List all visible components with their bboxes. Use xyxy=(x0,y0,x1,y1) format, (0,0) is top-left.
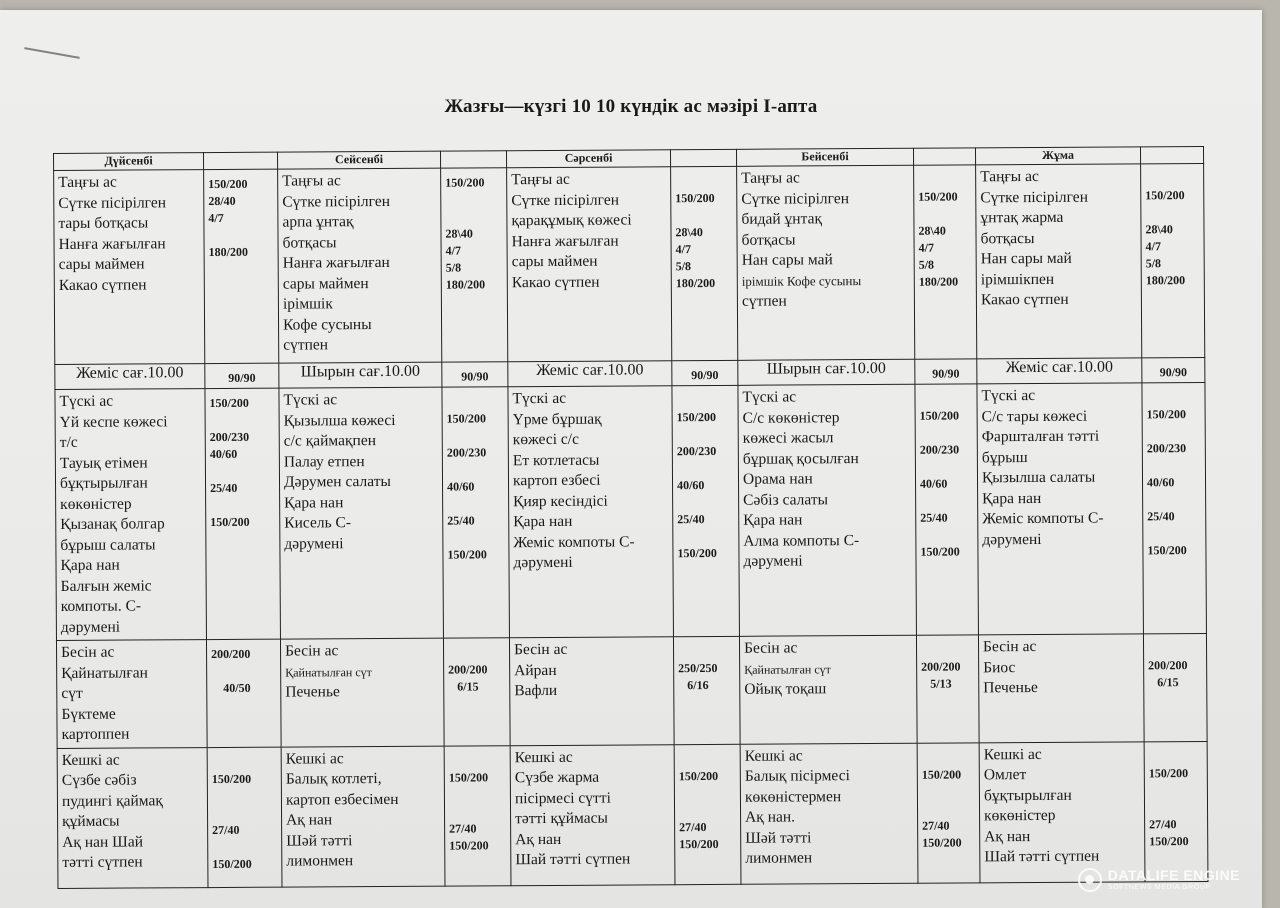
dish-line: Сүтке пісірілген xyxy=(282,192,391,211)
dish-line: Шай тәтті сүтпен xyxy=(984,847,1100,866)
lunch-portion-3: 150/200 200/230 40/60 25/40 150/200 xyxy=(672,385,740,636)
dish-line: пісірмесі сүтті xyxy=(514,789,611,807)
snack-portion-5: 90/90 xyxy=(1142,357,1205,382)
dish-line: сары маймен xyxy=(511,252,598,271)
dish-line: ұнтақ жарма xyxy=(980,208,1064,227)
dish-line: Бесін ас xyxy=(284,642,339,660)
snack-dishes-4 xyxy=(738,359,915,385)
dish-line: бұршақ қосылған xyxy=(742,449,859,468)
dish-line: Түскі ас xyxy=(59,392,114,410)
dish-line: картоп езбесі xyxy=(512,471,601,490)
dish-line: көкөністермен xyxy=(744,787,842,806)
dish-line: Түскі ас xyxy=(512,389,567,408)
dish-line: Фаршталған тәтті xyxy=(981,427,1100,446)
watermark: DATALIFE ENGINE SOFTNEWS MEDIA GROUP xyxy=(1078,868,1240,892)
dish-line: С/с тары көжесі xyxy=(981,407,1088,425)
dish-line: Сүзбе жарма xyxy=(514,768,600,787)
dish-line: дәрумені xyxy=(60,618,121,636)
dish-line: Ойық тоқаш xyxy=(744,680,827,698)
dish-line: бидай ұнтақ xyxy=(741,210,823,228)
dish-line: Қайнатылған xyxy=(61,663,148,682)
dish-line: Сүтке пісірілген xyxy=(741,189,850,208)
day-header-wednesday: Сәрсенбі xyxy=(506,150,670,168)
dish-line: Бүктеме xyxy=(61,705,116,723)
breakfast-dishes-1 xyxy=(54,170,205,365)
dish-line: Түскі ас xyxy=(981,387,1036,405)
lunch-portion-4: 150/200 200/230 40/60 25/40 150/200 xyxy=(915,384,979,635)
dish-line: Бесін ас xyxy=(513,640,568,659)
snack-portion-4: 90/90 xyxy=(915,359,977,384)
afternoon-portion-5: 200/200 6/15 xyxy=(1143,633,1207,741)
dinner-dishes-5 xyxy=(979,741,1145,882)
dish-line: Бесін ас xyxy=(743,639,798,657)
dish-line: Какао сүтпен xyxy=(980,290,1069,309)
dish-line: Ақ нан. xyxy=(745,808,796,826)
dish-line: көжесі с/с xyxy=(512,430,579,449)
dish-line: сүтпен xyxy=(741,292,787,310)
dish-line: дәрумені xyxy=(743,552,803,570)
dish-line: бұқтырылған xyxy=(983,786,1072,804)
dish-line: Шай тәтті сүтпен xyxy=(515,850,631,869)
dish-line: Сүзбе сәбіз xyxy=(61,771,137,789)
snack-dishes-2 xyxy=(279,362,442,388)
afternoon-dishes-3 xyxy=(509,637,674,745)
dish-line: картоппен xyxy=(61,725,130,743)
dish-line: Кешкі ас xyxy=(61,751,120,769)
dinner-row xyxy=(57,741,1208,888)
dinner-portion-3: 150/200 27/40 150/200 xyxy=(674,744,741,884)
dish-line: Орама нан xyxy=(742,470,813,488)
dish-line: Қызылша көжесі xyxy=(283,411,396,430)
dinner-portion-4: 150/200 27/40 150/200 xyxy=(917,742,980,882)
dish-line: көкөністер xyxy=(60,495,132,513)
dish-line: Нанға жағылған xyxy=(282,253,390,272)
snack-portion-3: 90/90 xyxy=(672,360,738,385)
dish-line: Сүтке пісірілген xyxy=(58,193,167,212)
dish-line: Печенье xyxy=(285,683,340,701)
dinner-portion-2: 150/200 27/40 150/200 xyxy=(444,745,511,885)
dish-line: лимонмен xyxy=(286,852,354,870)
dish-line: Омлет xyxy=(983,766,1027,784)
dish-line: Шырын сағ.10.00 xyxy=(300,362,420,381)
dish-line: Ет котлетасы xyxy=(512,451,600,469)
dish-line: С/с көкөністер xyxy=(742,408,840,427)
dish-line: Үй кеспе көжесі xyxy=(59,412,168,431)
afternoon-dishes-2 xyxy=(280,638,444,746)
dish-line: ботқасы xyxy=(282,233,337,252)
lunch-dishes-3 xyxy=(508,386,674,638)
day-header-friday: Жұма xyxy=(975,147,1140,165)
snack-dishes-5 xyxy=(977,358,1142,384)
snack-dishes-3 xyxy=(508,361,672,387)
dish-line: Балық пісірмесі xyxy=(744,767,850,785)
dish-line: Кешкі ас xyxy=(983,745,1042,763)
dish-line: пудингі қаймақ xyxy=(61,791,163,810)
dinner-dishes-1 xyxy=(57,747,208,888)
dish-line: сары маймен xyxy=(282,274,369,293)
dish-line: ірімшік Кофе сусыны xyxy=(741,272,862,289)
dish-line: Жеміс сағ.10.00 xyxy=(536,361,644,380)
dish-line: арпа ұнтақ xyxy=(282,213,354,231)
dish-line: Жеміс компоты С- xyxy=(982,509,1104,528)
dish-line: дәрумені xyxy=(284,534,344,553)
dish-line: дәрумені xyxy=(982,530,1042,548)
dish-line: Бесін ас xyxy=(982,638,1037,656)
dish-line: тәтті сүтпен xyxy=(62,853,143,871)
dish-line: Нанға жағылған xyxy=(58,234,166,253)
dish-line: Кешкі ас xyxy=(514,748,573,766)
dish-line: т/с xyxy=(59,433,78,451)
dish-line: Вафли xyxy=(514,681,558,700)
dish-line: Таңғы ас xyxy=(58,173,117,191)
dish-line: Үрме бұршақ xyxy=(512,410,602,428)
pen-mark xyxy=(24,47,79,59)
dish-line: сүтпен xyxy=(283,336,329,354)
afternoon-dishes-4 xyxy=(739,635,917,744)
dish-line: сары маймен xyxy=(58,255,145,273)
dish-line: тары ботқасы xyxy=(58,214,149,232)
breakfast-dishes-3 xyxy=(507,167,672,362)
dish-line: Қара нан xyxy=(284,493,344,512)
dish-line: Кешкі ас xyxy=(285,749,344,768)
lunch-dishes-5 xyxy=(977,383,1144,635)
afternoon-portion-1: 200/200 40/50 xyxy=(206,639,281,747)
dinner-portion-1: 150/200 27/40 150/200 xyxy=(207,747,282,887)
dish-line: Жеміс компоты С- xyxy=(513,532,635,551)
dish-line: Дәрумен салаты xyxy=(283,472,391,491)
dish-line: құймасы xyxy=(62,812,120,830)
dish-line: ірімшік xyxy=(282,295,333,313)
dish-line: Таңғы ас xyxy=(282,172,341,190)
dish-line: Түскі ас xyxy=(742,388,797,406)
dish-line: Биос xyxy=(983,658,1016,676)
day-header-thursday: Бейсенбі xyxy=(736,148,913,166)
day-header-tuesday: Сейсенбі xyxy=(277,151,440,169)
snack-portion-1: 90/90 xyxy=(205,363,279,388)
dish-line: Балғын жеміс xyxy=(60,576,152,595)
snack-dishes-1 xyxy=(55,364,205,390)
dish-line: бұрыш xyxy=(981,448,1028,466)
dinner-dishes-3 xyxy=(510,744,675,885)
dish-line: Қайнатылған сүт xyxy=(744,661,831,677)
snack-portion-2: 90/90 xyxy=(442,362,508,387)
breakfast-portion-1: 150/200 28/40 4/7 180/200 xyxy=(204,169,279,363)
dish-line: компоты. С- xyxy=(60,597,142,615)
menu-table xyxy=(53,146,1208,889)
dish-line: Тауық етімен xyxy=(59,453,148,472)
dinner-dishes-2 xyxy=(281,746,445,887)
dish-line: Түскі ас xyxy=(283,391,338,409)
breakfast-row xyxy=(54,163,1205,364)
dish-line: Кешкі ас xyxy=(744,746,803,765)
dish-line: Қара нан xyxy=(60,556,120,574)
dish-line: көкөністер xyxy=(984,806,1056,825)
dish-line: Алма компоты С- xyxy=(743,531,860,550)
dish-line: Қара нан xyxy=(513,512,573,531)
dish-line: Шәй тәтті xyxy=(745,828,812,847)
dish-line: Сүтке пісірілген xyxy=(980,188,1089,206)
dish-line: Айран xyxy=(514,661,557,679)
lunch-portion-5: 150/200 200/230 40/60 25/40 150/200 xyxy=(1142,382,1207,633)
dish-line: Қияр кесіндісі xyxy=(513,492,608,510)
dish-line: Сәбіз салаты xyxy=(743,490,829,509)
dish-line: Нан сары май xyxy=(741,251,833,269)
lunch-dishes-2 xyxy=(279,387,444,639)
dish-line: Қайнатылған сүт xyxy=(285,664,372,680)
afternoon-dishes-1 xyxy=(56,640,207,748)
dinner-dishes-4 xyxy=(740,743,918,884)
dish-line: бұрыш салаты xyxy=(60,535,156,554)
dish-line: көжесі жасыл xyxy=(742,429,834,447)
dish-line: қарақұмық көжесі xyxy=(511,211,632,230)
dish-line: Ақ нан Шай xyxy=(62,832,144,851)
dinner-portion-5: 150/200 27/40 150/200 xyxy=(1144,741,1208,881)
breakfast-dishes-5 xyxy=(976,164,1142,359)
dish-line: Жеміс сағ.10.00 xyxy=(76,364,184,382)
dish-line: Таңғы ас xyxy=(980,167,1039,186)
lunch-dishes-4 xyxy=(738,384,917,636)
dish-line: Қызылша салаты xyxy=(981,468,1096,487)
dish-line: Бесін ас xyxy=(60,643,115,661)
dish-line: Какао сүтпен xyxy=(58,275,147,294)
dish-line: Таңғы ас xyxy=(511,170,570,189)
dish-line: Балық котлеті, xyxy=(285,770,382,788)
lunch-row xyxy=(55,382,1207,640)
dish-line: Ақ нан xyxy=(286,811,333,829)
dish-line: Нан сары май xyxy=(980,249,1072,268)
dish-line: Қара нан xyxy=(982,489,1042,507)
afternoon-row xyxy=(56,633,1207,748)
dish-line: дәрумені xyxy=(513,553,573,572)
dish-line: Шырын сағ.10.00 xyxy=(766,359,886,378)
datalife-logo-icon xyxy=(1078,868,1102,892)
breakfast-portion-5: 150/200 28\40 4/7 5/8 180/200 xyxy=(1141,163,1205,357)
dish-line: Сүтке пісірілген xyxy=(511,191,620,209)
dish-line: ботқасы xyxy=(741,230,796,249)
dish-line: лимонмен xyxy=(745,849,813,867)
breakfast-dishes-2 xyxy=(278,168,442,363)
lunch-portion-2: 150/200 200/230 40/60 25/40 150/200 xyxy=(442,387,510,638)
dish-line: Нанға жағылған xyxy=(511,232,619,250)
dish-line: Какао сүтпен xyxy=(511,273,600,291)
dish-line: Печенье xyxy=(983,678,1038,697)
afternoon-portion-4: 200/200 5/13 xyxy=(916,635,979,743)
dish-line: сүт xyxy=(61,684,83,702)
page-title: Жазғы—күзгі 10 10 күндік ас мәзірі І-апта xyxy=(444,96,818,117)
dish-line: ірімшікпен xyxy=(980,270,1055,288)
menu-sheet xyxy=(0,10,1262,908)
dish-line: Кисель С- xyxy=(284,514,352,532)
dish-line: Ақ нан xyxy=(984,827,1031,845)
dish-line: Ақ нан xyxy=(515,830,562,848)
dish-line: Таңғы ас xyxy=(741,169,800,187)
afternoon-dishes-5 xyxy=(978,634,1144,743)
afternoon-portion-3: 250/250 6/16 xyxy=(673,636,740,744)
dish-line: Палау етпен xyxy=(283,452,365,471)
dish-line: бұқтырылған xyxy=(59,474,148,492)
breakfast-portion-2: 150/200 28\40 4/7 5/8 180/200 xyxy=(441,168,508,362)
afternoon-portion-2: 200/200 6/15 xyxy=(443,638,510,746)
dish-line: Жеміс сағ.10.00 xyxy=(1005,358,1114,377)
dish-line: Шәй тәтті xyxy=(286,831,353,850)
dish-line: тәтті құймасы xyxy=(515,809,608,828)
day-header-monday: Дүйсенбі xyxy=(54,153,204,171)
lunch-dishes-1 xyxy=(55,389,207,641)
dish-line: ботқасы xyxy=(980,229,1035,247)
dish-line: картоп езбесімен xyxy=(285,790,399,809)
dish-line: Кофе сусыны xyxy=(283,315,372,334)
dish-line: Қара нан xyxy=(743,511,803,529)
breakfast-portion-3: 150/200 28\40 4/7 5/8 180/200 xyxy=(671,166,738,360)
breakfast-portion-4: 150/200 28\40 4/7 5/8 180/200 xyxy=(914,165,977,359)
dish-line: Қызанақ болгар xyxy=(60,515,165,533)
breakfast-dishes-4 xyxy=(737,165,915,360)
dish-line: с/с қаймақпен xyxy=(283,432,377,450)
lunch-portion-1: 150/200 200/230 40/60 25/40 150/200 xyxy=(205,388,281,639)
